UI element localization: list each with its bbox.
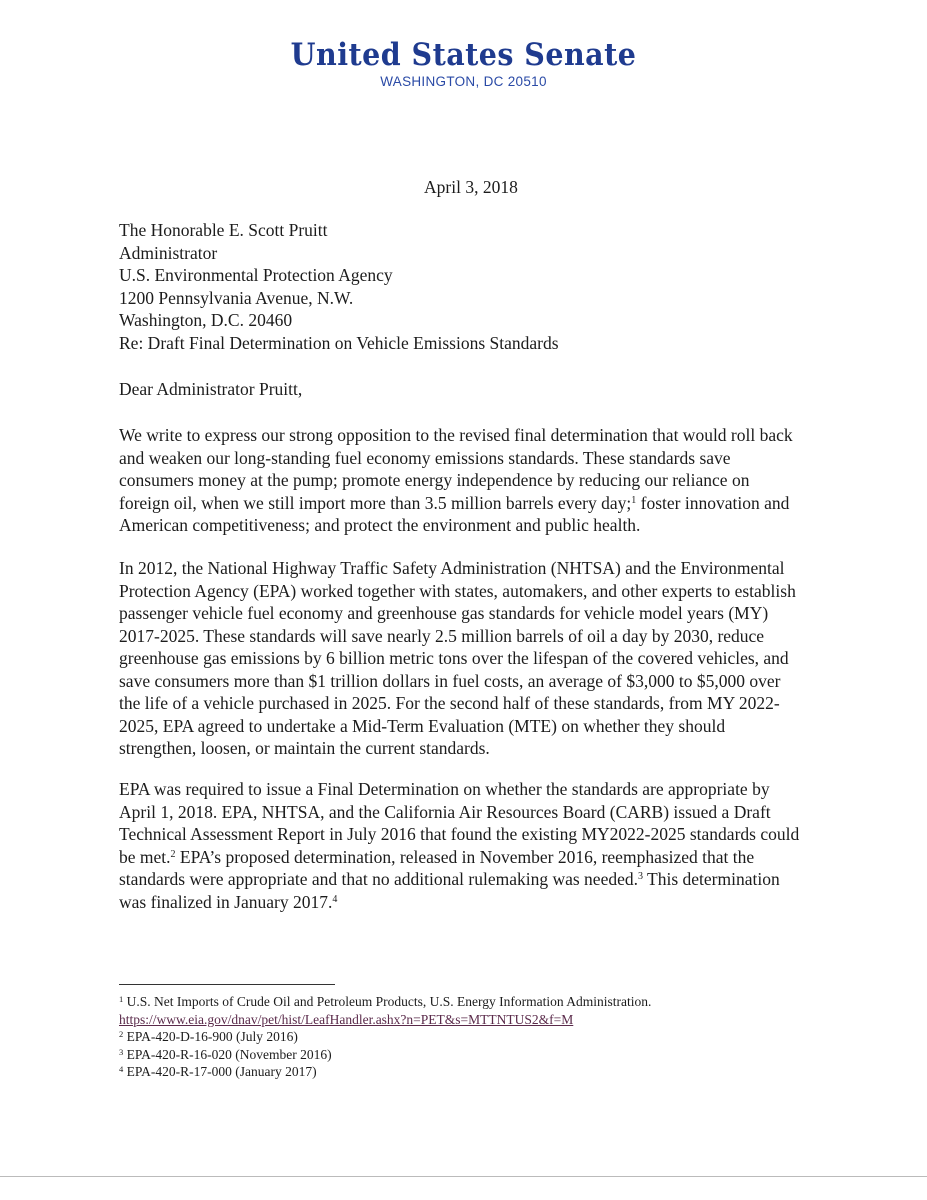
footnote-number: 3 [119,1046,124,1057]
page-bottom-edge [0,1176,927,1177]
paragraph-line: 2025, EPA agreed to undertake a Mid-Term Evaluation (MTE) on whether they should [119,715,726,736]
footnote-divider [119,984,335,985]
footnotes [119,993,651,1081]
recipient-city: Washington, D.C. 20460 [119,310,293,330]
line-text: foreign oil, when we still import more than 3.5 million barrels every day; [119,492,632,513]
recipient-title: Administrator [119,242,218,263]
footnote-3 [119,1046,651,1064]
paragraph-line [119,891,831,914]
paragraph-line: Protection Agency (EPA) worked together with states, automakers, and other experts to establish [119,580,796,601]
paragraph-line: April 1, 2018. EPA, NHTSA, and the California Air Resources Board (CARB) issued a Draft [119,801,771,822]
paragraph-line [119,492,831,515]
letter-date: April 3, 2018 [424,177,518,197]
senate-address: WASHINGTON, DC 20510 [380,74,547,89]
footnote-ref-2: 2 [170,848,176,860]
letterhead [0,38,927,89]
footnote-number: 4 [119,1064,124,1074]
line-text: This determination [642,869,780,889]
paragraph-line [119,868,831,891]
paragraph-1 [119,424,831,537]
salutation: Dear Administrator Pruitt, [119,379,303,399]
footnote-2 [119,1028,651,1046]
footnote-number: 2 [119,1029,124,1039]
paragraph-line: Technical Assessment Report in July 2016 that found the existing MY2022-2025 standards could [119,824,800,844]
paragraph-line: save consumers more than $1 trillion dollars in fuel costs, an average of $3,000 to $5,000 over [119,670,781,691]
line-text: standards were appropriate and that no additional rulemaking was needed. [119,869,638,889]
footnote-4 [119,1063,651,1081]
line-text: be met. [119,846,171,867]
line-text: was finalized in January 2017. [119,891,333,912]
paragraph-line: passenger vehicle fuel economy and greenhouse gas standards for vehicle model years (MY) [119,603,769,623]
paragraph-line: We write to express our strong opposition to the revised final determination that would roll back [119,425,793,445]
footnote-ref-4: 4 [332,893,338,905]
paragraph-line: In 2012, the National Highway Traffic Safety Administration (NHTSA) and the Environmental [119,558,785,578]
recipient-name: The Honorable E. Scott Pruitt [119,220,328,240]
footnote-text: EPA-420-R-16-020 (November 2016) [123,1046,332,1062]
paragraph-line: EPA was required to issue a Final Determination on whether the standards are appropriate by [119,779,770,799]
recipient-agency: U.S. Environmental Protection Agency [119,265,393,285]
footnote-text: EPA-420-R-17-000 (January 2017) [123,1064,317,1079]
paragraph-line: the life of a vehicle purchased in 2025. For the second half of these standards, from MY 2022- [119,693,780,713]
paragraph-line: 2017-2025. These standards will save nearly 2.5 million barrels of oil a day by 2030, reduce [119,625,765,646]
paragraph-line: greenhouse gas emissions by 6 billion metric tons over the lifespan of the covered vehicles, and [119,648,789,668]
paragraph-3 [119,778,831,913]
footnote-number: 1 [119,994,124,1004]
paragraph-line: strengthen, loosen, or maintain the current standards. [119,738,490,758]
footnote-ref-3: 3 [637,871,643,882]
eia-source-link[interactable]: https://www.eia.gov/dnav/pet/hist/LeafHandler.ashx?n=PET&s=MTTNTUS2&f=M [119,1011,574,1027]
footnote-ref-1: 1 [631,494,637,506]
line-text: foster innovation and [636,492,790,513]
recipient-block [119,219,559,354]
paragraph-line [119,846,831,869]
footnote-text: U.S. Net Imports of Crude Oil and Petroleum Products, U.S. Energy Information Administration. [123,994,652,1009]
footnote-1-link-row [119,1011,651,1029]
footnote-1 [119,993,651,1011]
paragraph-2 [119,557,831,760]
recipient-street: 1200 Pennsylvania Avenue, N.W. [119,287,354,308]
paragraph-line: American competitiveness; and protect the environment and public health. [119,515,641,535]
subject-line: Re: Draft Final Determination on Vehicle Emissions Standards [119,332,559,353]
line-text: EPA’s proposed determination, released in November 2016, reemphasized that the [175,846,755,867]
paragraph-line: and weaken our long-standing fuel economy emissions standards. These standards save [119,447,731,468]
footnote-text: EPA-420-D-16-900 (July 2016) [123,1029,298,1044]
senate-title: United States Senate [290,37,637,73]
paragraph-line: consumers money at the pump; promote energy independence by reducing our reliance on [119,470,750,490]
